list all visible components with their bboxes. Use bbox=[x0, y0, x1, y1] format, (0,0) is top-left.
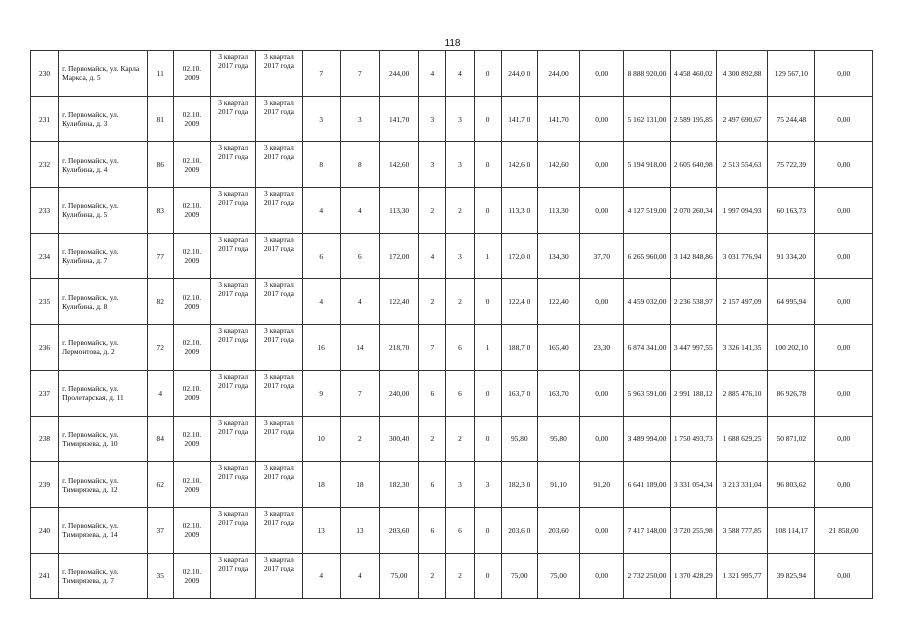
budget-region-cell: 4 300 892,88 bbox=[716, 51, 767, 97]
area-relocated-cell: 203,6 0 bbox=[501, 507, 537, 553]
cost-total-cell: 6 874 341,00 bbox=[624, 325, 670, 371]
residents-relocated-cell: 6 bbox=[340, 233, 379, 279]
table-row bbox=[31, 325, 873, 371]
rooms-cell-b: 0 bbox=[474, 507, 501, 553]
quarter-end-cell: 3 квартал 2017 года bbox=[256, 507, 302, 553]
date-cell: 02.10. 2009 bbox=[173, 188, 210, 234]
quarter-end-cell: 3 квартал 2017 года bbox=[256, 96, 302, 142]
extra-cell: 21 858,00 bbox=[815, 507, 873, 553]
quarter-start-cell: 3 квартал 2017 года bbox=[211, 553, 256, 599]
table-row bbox=[31, 233, 873, 279]
rooms-cell-a: 2 bbox=[446, 553, 474, 599]
area-cell-b: 91,20 bbox=[580, 462, 624, 508]
rooms-cell-b: 0 bbox=[474, 370, 501, 416]
code-cell: 72 bbox=[147, 325, 173, 371]
residents-total-cell: 3 bbox=[302, 96, 340, 142]
quarter-start-cell: 3 квартал 2017 года bbox=[211, 416, 256, 462]
area-total-cell: 300,40 bbox=[380, 416, 419, 462]
address-cell: г. Первомайск, ул. Тимирязева, д. 7 bbox=[59, 553, 148, 599]
area-relocated-cell: 75,00 bbox=[501, 553, 537, 599]
fund-cell: 3 720 255,98 bbox=[670, 507, 716, 553]
area-cell-b: 0,00 bbox=[580, 279, 624, 325]
date-cell: 02.10. 2009 bbox=[173, 507, 210, 553]
rooms-cell-b: 0 bbox=[474, 96, 501, 142]
rooms-total-cell: 4 bbox=[419, 233, 446, 279]
rooms-cell-a: 3 bbox=[446, 462, 474, 508]
rooms-total-cell: 2 bbox=[419, 188, 446, 234]
cost-total-cell: 2 732 250,00 bbox=[624, 553, 670, 599]
residents-relocated-cell: 4 bbox=[340, 279, 379, 325]
code-cell: 81 bbox=[147, 96, 173, 142]
rooms-cell-b: 0 bbox=[474, 51, 501, 97]
row-number: 235 bbox=[31, 279, 59, 325]
budget-region-cell: 3 588 777,85 bbox=[716, 507, 767, 553]
budget-region-cell: 1 321 995,77 bbox=[716, 553, 767, 599]
code-cell: 11 bbox=[147, 51, 173, 97]
rooms-total-cell: 6 bbox=[419, 462, 446, 508]
fund-cell: 1 370 428,29 bbox=[670, 553, 716, 599]
area-cell-a: 134,30 bbox=[537, 233, 579, 279]
code-cell: 83 bbox=[147, 188, 173, 234]
address-cell: г. Первомайск, ул. Кулибина, д. 7 bbox=[59, 233, 148, 279]
budget-local-cell: 75 722,39 bbox=[768, 142, 815, 188]
budget-region-cell: 3 031 776,94 bbox=[716, 233, 767, 279]
date-cell: 02.10. 2009 bbox=[173, 325, 210, 371]
quarter-start-cell: 3 квартал 2017 года bbox=[211, 462, 256, 508]
rooms-cell-a: 3 bbox=[446, 96, 474, 142]
rooms-cell-a: 3 bbox=[446, 233, 474, 279]
residents-relocated-cell: 18 bbox=[340, 462, 379, 508]
address-cell: г. Первомайск, ул. Лермонтова, д. 2 bbox=[59, 325, 148, 371]
address-cell: г. Первомайск, ул. Кулибина, д. 5 bbox=[59, 188, 148, 234]
area-total-cell: 240,00 bbox=[380, 370, 419, 416]
address-cell: г. Первомайск, ул. Кулибина, д. 3 bbox=[59, 96, 148, 142]
rooms-total-cell: 7 bbox=[419, 325, 446, 371]
date-cell: 02.10. 2009 bbox=[173, 279, 210, 325]
rooms-cell-a: 6 bbox=[446, 370, 474, 416]
code-cell: 86 bbox=[147, 142, 173, 188]
row-number: 238 bbox=[31, 416, 59, 462]
area-relocated-cell: 141,7 0 bbox=[501, 96, 537, 142]
residents-total-cell: 6 bbox=[302, 233, 340, 279]
budget-local-cell: 96 803,62 bbox=[768, 462, 815, 508]
page-number: 118 bbox=[444, 38, 461, 49]
quarter-start-cell: 3 квартал 2017 года bbox=[211, 96, 256, 142]
area-total-cell: 122,40 bbox=[380, 279, 419, 325]
residents-total-cell: 8 bbox=[302, 142, 340, 188]
table-row bbox=[31, 279, 873, 325]
address-cell: г. Первомайск, ул. Тимирязева, д. 12 bbox=[59, 462, 148, 508]
rooms-cell-a: 4 bbox=[446, 51, 474, 97]
budget-local-cell: 108 114,17 bbox=[768, 507, 815, 553]
area-total-cell: 172,00 bbox=[380, 233, 419, 279]
fund-cell: 2 991 188,12 bbox=[670, 370, 716, 416]
date-cell: 02.10. 2009 bbox=[173, 370, 210, 416]
area-cell-a: 142,60 bbox=[537, 142, 579, 188]
cost-total-cell: 6 641 189,00 bbox=[624, 462, 670, 508]
extra-cell: 0,00 bbox=[815, 370, 873, 416]
table-row bbox=[31, 507, 873, 553]
area-cell-a: 75,00 bbox=[537, 553, 579, 599]
fund-cell: 2 589 195,85 bbox=[670, 96, 716, 142]
cost-total-cell: 4 459 032,00 bbox=[624, 279, 670, 325]
budget-region-cell: 3 213 331,04 bbox=[716, 462, 767, 508]
residents-total-cell: 13 bbox=[302, 507, 340, 553]
budget-local-cell: 50 871,02 bbox=[768, 416, 815, 462]
date-cell: 02.10. 2009 bbox=[173, 553, 210, 599]
rooms-total-cell: 4 bbox=[419, 51, 446, 97]
budget-region-cell: 1 997 094,93 bbox=[716, 188, 767, 234]
residents-relocated-cell: 4 bbox=[340, 553, 379, 599]
budget-region-cell: 2 497 690,67 bbox=[716, 96, 767, 142]
fund-cell: 3 331 054,34 bbox=[670, 462, 716, 508]
residents-relocated-cell: 4 bbox=[340, 188, 379, 234]
row-number: 234 bbox=[31, 233, 59, 279]
extra-cell: 0,00 bbox=[815, 233, 873, 279]
quarter-end-cell: 3 квартал 2017 года bbox=[256, 553, 302, 599]
rooms-cell-a: 2 bbox=[446, 188, 474, 234]
area-cell-a: 91,10 bbox=[537, 462, 579, 508]
cost-total-cell: 4 127 519,00 bbox=[624, 188, 670, 234]
quarter-start-cell: 3 квартал 2017 года bbox=[211, 325, 256, 371]
fund-cell: 2 070 260,34 bbox=[670, 188, 716, 234]
code-cell: 84 bbox=[147, 416, 173, 462]
fund-cell: 4 458 460,02 bbox=[670, 51, 716, 97]
date-cell: 02.10. 2009 bbox=[173, 96, 210, 142]
quarter-end-cell: 3 квартал 2017 года bbox=[256, 142, 302, 188]
quarter-end-cell: 3 квартал 2017 года bbox=[256, 233, 302, 279]
table-body bbox=[31, 51, 873, 599]
extra-cell: 0,00 bbox=[815, 142, 873, 188]
budget-local-cell: 60 163,73 bbox=[768, 188, 815, 234]
area-cell-a: 244,00 bbox=[537, 51, 579, 97]
rooms-total-cell: 6 bbox=[419, 370, 446, 416]
table-row bbox=[31, 370, 873, 416]
cost-total-cell: 5 963 591,00 bbox=[624, 370, 670, 416]
area-cell-b: 0,00 bbox=[580, 142, 624, 188]
residents-relocated-cell: 3 bbox=[340, 96, 379, 142]
residents-total-cell: 10 bbox=[302, 416, 340, 462]
budget-local-cell: 75 244,48 bbox=[768, 96, 815, 142]
quarter-end-cell: 3 квартал 2017 года bbox=[256, 325, 302, 371]
date-cell: 02.10. 2009 bbox=[173, 142, 210, 188]
rooms-cell-b: 3 bbox=[474, 462, 501, 508]
extra-cell: 0,00 bbox=[815, 325, 873, 371]
address-cell: г. Первомайск, ул. Тимирязева, д. 14 bbox=[59, 507, 148, 553]
area-relocated-cell: 142,6 0 bbox=[501, 142, 537, 188]
budget-local-cell: 86 926,78 bbox=[768, 370, 815, 416]
area-cell-a: 203,60 bbox=[537, 507, 579, 553]
rooms-total-cell: 2 bbox=[419, 553, 446, 599]
extra-cell: 0,00 bbox=[815, 96, 873, 142]
quarter-start-cell: 3 квартал 2017 года bbox=[211, 142, 256, 188]
rooms-cell-b: 0 bbox=[474, 416, 501, 462]
rooms-cell-a: 2 bbox=[446, 416, 474, 462]
table-row bbox=[31, 188, 873, 234]
area-total-cell: 141,70 bbox=[380, 96, 419, 142]
row-number: 241 bbox=[31, 553, 59, 599]
residents-total-cell: 16 bbox=[302, 325, 340, 371]
code-cell: 35 bbox=[147, 553, 173, 599]
extra-cell: 0,00 bbox=[815, 553, 873, 599]
area-cell-a: 95,80 bbox=[537, 416, 579, 462]
quarter-start-cell: 3 квартал 2017 года bbox=[211, 51, 256, 97]
row-number: 231 bbox=[31, 96, 59, 142]
budget-region-cell: 2 157 497,09 bbox=[716, 279, 767, 325]
area-cell-a: 113,30 bbox=[537, 188, 579, 234]
rooms-total-cell: 2 bbox=[419, 279, 446, 325]
residents-relocated-cell: 8 bbox=[340, 142, 379, 188]
area-total-cell: 182,30 bbox=[380, 462, 419, 508]
area-cell-b: 0,00 bbox=[580, 51, 624, 97]
area-total-cell: 244,00 bbox=[380, 51, 419, 97]
housing-program-table bbox=[30, 50, 873, 599]
address-cell: г. Первомайск, ул. Кулибина, д. 4 bbox=[59, 142, 148, 188]
address-cell: г. Первомайск, ул. Карла Маркса, д. 5 bbox=[59, 51, 148, 97]
rooms-cell-b: 1 bbox=[474, 325, 501, 371]
area-total-cell: 218,70 bbox=[380, 325, 419, 371]
rooms-cell-b: 0 bbox=[474, 142, 501, 188]
quarter-end-cell: 3 квартал 2017 года bbox=[256, 370, 302, 416]
area-cell-b: 23,30 bbox=[580, 325, 624, 371]
table-row bbox=[31, 51, 873, 97]
area-relocated-cell: 122,4 0 bbox=[501, 279, 537, 325]
budget-local-cell: 64 995,94 bbox=[768, 279, 815, 325]
area-relocated-cell: 95,80 bbox=[501, 416, 537, 462]
cost-total-cell: 8 888 920,00 bbox=[624, 51, 670, 97]
area-cell-b: 0,00 bbox=[580, 416, 624, 462]
area-cell-a: 163,70 bbox=[537, 370, 579, 416]
rooms-total-cell: 3 bbox=[419, 142, 446, 188]
code-cell: 77 bbox=[147, 233, 173, 279]
code-cell: 4 bbox=[147, 370, 173, 416]
area-total-cell: 142,60 bbox=[380, 142, 419, 188]
area-relocated-cell: 113,3 0 bbox=[501, 188, 537, 234]
area-cell-b: 0,00 bbox=[580, 507, 624, 553]
address-cell: г. Первомайск, ул. Кулибина, д. 8 bbox=[59, 279, 148, 325]
table-row bbox=[31, 96, 873, 142]
quarter-start-cell: 3 квартал 2017 года bbox=[211, 233, 256, 279]
budget-local-cell: 39 825,94 bbox=[768, 553, 815, 599]
area-cell-b: 0,00 bbox=[580, 370, 624, 416]
quarter-start-cell: 3 квартал 2017 года bbox=[211, 507, 256, 553]
address-cell: г. Первомайск, ул. Пролетарская, д. 11 bbox=[59, 370, 148, 416]
quarter-start-cell: 3 квартал 2017 года bbox=[211, 188, 256, 234]
residents-relocated-cell: 14 bbox=[340, 325, 379, 371]
fund-cell: 3 142 848,86 bbox=[670, 233, 716, 279]
row-number: 236 bbox=[31, 325, 59, 371]
extra-cell: 0,00 bbox=[815, 462, 873, 508]
residents-total-cell: 18 bbox=[302, 462, 340, 508]
area-cell-a: 165,40 bbox=[537, 325, 579, 371]
residents-relocated-cell: 7 bbox=[340, 370, 379, 416]
row-number: 233 bbox=[31, 188, 59, 234]
budget-region-cell: 2 513 554,63 bbox=[716, 142, 767, 188]
extra-cell: 0,00 bbox=[815, 188, 873, 234]
area-cell-b: 0,00 bbox=[580, 96, 624, 142]
residents-relocated-cell: 7 bbox=[340, 51, 379, 97]
area-relocated-cell: 172,0 0 bbox=[501, 233, 537, 279]
rooms-cell-a: 2 bbox=[446, 279, 474, 325]
code-cell: 62 bbox=[147, 462, 173, 508]
rooms-total-cell: 6 bbox=[419, 507, 446, 553]
residents-relocated-cell: 13 bbox=[340, 507, 379, 553]
fund-cell: 2 605 640,98 bbox=[670, 142, 716, 188]
fund-cell: 3 447 997,55 bbox=[670, 325, 716, 371]
area-cell-a: 122,40 bbox=[537, 279, 579, 325]
quarter-end-cell: 3 квартал 2017 года bbox=[256, 416, 302, 462]
area-total-cell: 113,30 bbox=[380, 188, 419, 234]
area-relocated-cell: 244,0 0 bbox=[501, 51, 537, 97]
budget-local-cell: 100 202,10 bbox=[768, 325, 815, 371]
cost-total-cell: 3 489 994,00 bbox=[624, 416, 670, 462]
budget-local-cell: 129 567,10 bbox=[768, 51, 815, 97]
table-row bbox=[31, 462, 873, 508]
row-number: 230 bbox=[31, 51, 59, 97]
code-cell: 37 bbox=[147, 507, 173, 553]
quarter-end-cell: 3 квартал 2017 года bbox=[256, 462, 302, 508]
cost-total-cell: 7 417 148,00 bbox=[624, 507, 670, 553]
residents-total-cell: 9 bbox=[302, 370, 340, 416]
extra-cell: 0,00 bbox=[815, 416, 873, 462]
date-cell: 02.10. 2009 bbox=[173, 51, 210, 97]
row-number: 239 bbox=[31, 462, 59, 508]
rooms-cell-a: 6 bbox=[446, 507, 474, 553]
residents-relocated-cell: 2 bbox=[340, 416, 379, 462]
area-cell-b: 0,00 bbox=[580, 553, 624, 599]
quarter-start-cell: 3 квартал 2017 года bbox=[211, 279, 256, 325]
area-cell-b: 0,00 bbox=[580, 188, 624, 234]
rooms-total-cell: 2 bbox=[419, 416, 446, 462]
fund-cell: 1 750 493,73 bbox=[670, 416, 716, 462]
residents-total-cell: 4 bbox=[302, 553, 340, 599]
rooms-cell-a: 3 bbox=[446, 142, 474, 188]
budget-local-cell: 91 334,20 bbox=[768, 233, 815, 279]
rooms-cell-b: 0 bbox=[474, 553, 501, 599]
area-relocated-cell: 182,3 0 bbox=[501, 462, 537, 508]
rooms-total-cell: 3 bbox=[419, 96, 446, 142]
cost-total-cell: 5 194 918,00 bbox=[624, 142, 670, 188]
rooms-cell-b: 0 bbox=[474, 279, 501, 325]
rooms-cell-a: 6 bbox=[446, 325, 474, 371]
rooms-cell-b: 1 bbox=[474, 233, 501, 279]
code-cell: 82 bbox=[147, 279, 173, 325]
table-row bbox=[31, 142, 873, 188]
quarter-end-cell: 3 квартал 2017 года bbox=[256, 279, 302, 325]
residents-total-cell: 7 bbox=[302, 51, 340, 97]
quarter-end-cell: 3 квартал 2017 года bbox=[256, 51, 302, 97]
area-total-cell: 75,00 bbox=[380, 553, 419, 599]
extra-cell: 0,00 bbox=[815, 279, 873, 325]
budget-region-cell: 3 326 141,35 bbox=[716, 325, 767, 371]
date-cell: 02.10. 2009 bbox=[173, 416, 210, 462]
table-row bbox=[31, 416, 873, 462]
extra-cell: 0,00 bbox=[815, 51, 873, 97]
residents-total-cell: 4 bbox=[302, 279, 340, 325]
budget-region-cell: 2 885 476,10 bbox=[716, 370, 767, 416]
area-cell-b: 37,70 bbox=[580, 233, 624, 279]
cost-total-cell: 6 265 960,00 bbox=[624, 233, 670, 279]
residents-total-cell: 4 bbox=[302, 188, 340, 234]
area-total-cell: 203,60 bbox=[380, 507, 419, 553]
area-relocated-cell: 188,7 0 bbox=[501, 325, 537, 371]
date-cell: 02.10. 2009 bbox=[173, 233, 210, 279]
quarter-start-cell: 3 квартал 2017 года bbox=[211, 370, 256, 416]
area-relocated-cell: 163,7 0 bbox=[501, 370, 537, 416]
cost-total-cell: 5 162 131,00 bbox=[624, 96, 670, 142]
fund-cell: 2 236 538,97 bbox=[670, 279, 716, 325]
row-number: 237 bbox=[31, 370, 59, 416]
table-row bbox=[31, 553, 873, 599]
row-number: 240 bbox=[31, 507, 59, 553]
rooms-cell-b: 0 bbox=[474, 188, 501, 234]
row-number: 232 bbox=[31, 142, 59, 188]
budget-region-cell: 1 688 629,25 bbox=[716, 416, 767, 462]
area-cell-a: 141,70 bbox=[537, 96, 579, 142]
address-cell: г. Первомайск, ул. Тимирязева, д. 10 bbox=[59, 416, 148, 462]
quarter-end-cell: 3 квартал 2017 года bbox=[256, 188, 302, 234]
date-cell: 02.10. 2009 bbox=[173, 462, 210, 508]
